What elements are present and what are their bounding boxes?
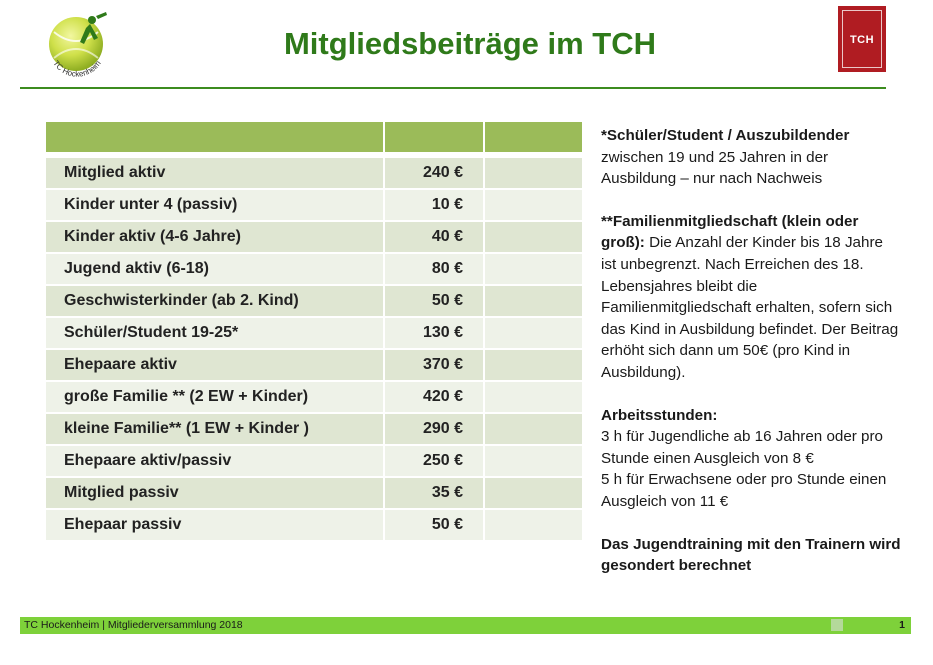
fee-table bbox=[46, 122, 584, 542]
table-row bbox=[46, 445, 583, 477]
fee-category: große Familie ** (2 EW + Kinder) bbox=[46, 381, 384, 413]
fee-category: Ehepaare aktiv bbox=[46, 349, 384, 381]
tch-logo bbox=[838, 6, 886, 72]
fee-category: Jugend aktiv (6-18) bbox=[46, 253, 384, 285]
empty-cell bbox=[484, 317, 583, 349]
empty-cell bbox=[484, 381, 583, 413]
empty-cell bbox=[484, 413, 583, 445]
table-row bbox=[46, 317, 583, 349]
footer-bar bbox=[20, 617, 911, 634]
fee-amount: 40 € bbox=[384, 221, 484, 253]
work-hours-line-1: 3 h für Jugendliche ab 16 Jahren oder pro Stunde einen Ausgleich von 8 € bbox=[601, 428, 884, 467]
tc-hockenheim-logo bbox=[40, 10, 114, 84]
table-header-row bbox=[46, 122, 583, 153]
table-row bbox=[46, 158, 583, 189]
empty-cell bbox=[484, 158, 583, 189]
header-cell bbox=[484, 122, 583, 153]
fee-category: Geschwisterkinder (ab 2. Kind) bbox=[46, 285, 384, 317]
fee-category: Ehepaar passiv bbox=[46, 509, 384, 541]
table-row bbox=[46, 349, 583, 381]
student-note-heading: *Schüler/Student / Auszubildender bbox=[601, 127, 850, 144]
fee-category: Schüler/Student 19-25* bbox=[46, 317, 384, 349]
footer-square-icon bbox=[831, 619, 843, 631]
fee-amount: 35 € bbox=[384, 477, 484, 509]
fee-category: kleine Familie** (1 EW + Kinder ) bbox=[46, 413, 384, 445]
fee-amount: 80 € bbox=[384, 253, 484, 285]
header-cell bbox=[46, 122, 384, 153]
fee-category: Ehepaare aktiv/passiv bbox=[46, 445, 384, 477]
fee-category: Kinder unter 4 (passiv) bbox=[46, 189, 384, 221]
fee-amount: 290 € bbox=[384, 413, 484, 445]
fee-amount: 130 € bbox=[384, 317, 484, 349]
empty-cell bbox=[484, 349, 583, 381]
footer-text: TC Hockenheim | Mitgliederversammlung 2018 bbox=[24, 619, 243, 631]
table-row bbox=[46, 189, 583, 221]
student-note bbox=[601, 125, 901, 190]
family-note-text: Die Anzahl der Kinder bis 18 Jahre ist unbegrenzt. Nach Erreichen des 18. Lebensjahres bleibt die Familienmitgliedschaft erhalten, sofern sich das Kind in Ausbildung befindet. Der Beitrag erhöht sich dann um 50€ (pro Kind in Ausbildung). bbox=[601, 234, 899, 381]
table-row bbox=[46, 477, 583, 509]
work-hours-line-2: 5 h für Erwachsene oder pro Stunde einen Ausgleich von 11 € bbox=[601, 471, 887, 510]
table-row bbox=[46, 381, 583, 413]
title-divider bbox=[20, 87, 886, 89]
training-note-text: Das Jugendtraining mit den Trainern wird gesondert berechnet bbox=[601, 535, 901, 575]
empty-cell bbox=[484, 445, 583, 477]
empty-cell bbox=[484, 477, 583, 509]
page-number: 1 bbox=[899, 619, 905, 631]
header-cell bbox=[384, 122, 484, 153]
training-note bbox=[601, 534, 901, 577]
tch-logo-text: TCH bbox=[849, 34, 875, 46]
table-row bbox=[46, 413, 583, 445]
empty-cell bbox=[484, 221, 583, 253]
table-row bbox=[46, 253, 583, 285]
table-row bbox=[46, 509, 583, 541]
work-hours-note bbox=[601, 405, 901, 513]
fee-category: Mitglied passiv bbox=[46, 477, 384, 509]
fee-amount: 420 € bbox=[384, 381, 484, 413]
fee-amount: 50 € bbox=[384, 509, 484, 541]
page-title: Mitgliedsbeiträge im TCH bbox=[283, 26, 657, 61]
svg-text:TC Hockenheim: TC Hockenheim bbox=[51, 58, 103, 79]
empty-cell bbox=[484, 285, 583, 317]
student-note-text: zwischen 19 und 25 Jahren in der Ausbildung – nur nach Nachweis bbox=[601, 148, 829, 188]
fee-amount: 370 € bbox=[384, 349, 484, 381]
fee-amount: 10 € bbox=[384, 189, 484, 221]
fee-amount: 250 € bbox=[384, 445, 484, 477]
family-note-heading: **Familienmitgliedschaft (klein oder groß): bbox=[601, 212, 859, 252]
fee-category: Kinder aktiv (4-6 Jahre) bbox=[46, 221, 384, 253]
table-row bbox=[46, 221, 583, 253]
fee-amount: 50 € bbox=[384, 285, 484, 317]
fee-category: Mitglied aktiv bbox=[46, 158, 384, 189]
empty-cell bbox=[484, 509, 583, 541]
family-note bbox=[601, 211, 901, 384]
empty-cell bbox=[484, 253, 583, 285]
fee-amount: 240 € bbox=[384, 158, 484, 189]
empty-cell bbox=[484, 189, 583, 221]
table-row bbox=[46, 285, 583, 317]
notes-panel bbox=[601, 125, 901, 598]
work-hours-heading: Arbeitsstunden: bbox=[601, 406, 718, 424]
